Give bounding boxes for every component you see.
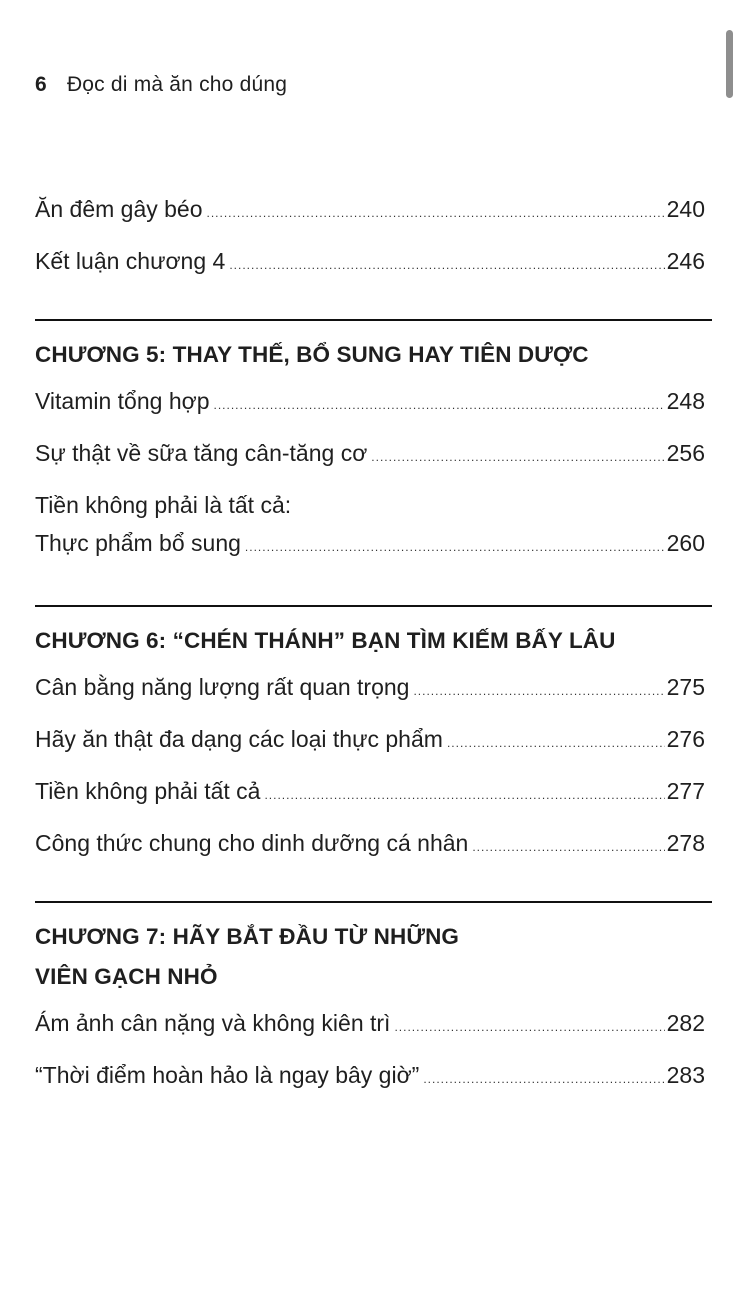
dot-leader bbox=[229, 251, 664, 279]
toc-entry-title-line1: Tiền không phải là tất cả: bbox=[35, 492, 292, 518]
dot-leader bbox=[371, 443, 664, 471]
toc-entry-page: 260 bbox=[666, 530, 705, 556]
toc-entry-title: Cân bằng năng lượng rất quan trọng bbox=[35, 674, 410, 700]
toc-entry-page: 283 bbox=[666, 1062, 705, 1088]
running-title: Đọc di mà ăn cho dúng bbox=[66, 73, 288, 96]
dot-leader bbox=[394, 1013, 664, 1041]
page-number: 6 bbox=[35, 73, 47, 96]
chapter-heading[interactable]: CHƯƠNG 5: THAY THẾ, BỔ SUNG HAY TIÊN DƯỢC bbox=[35, 342, 589, 367]
toc-entry-page: 282 bbox=[666, 1010, 705, 1036]
toc-entry-title: Vitamin tổng hợp bbox=[35, 388, 210, 414]
toc-entry[interactable] bbox=[35, 673, 705, 701]
toc-entry[interactable] bbox=[35, 829, 705, 857]
dot-leader bbox=[214, 391, 665, 419]
toc-entry-title: Kết luận chương 4 bbox=[35, 248, 226, 274]
scrollbar-thumb[interactable] bbox=[726, 30, 733, 98]
toc-entry-page: 248 bbox=[666, 388, 705, 414]
table-of-contents bbox=[35, 195, 712, 1113]
dot-leader bbox=[472, 833, 664, 861]
dot-leader bbox=[207, 199, 665, 227]
toc-entry-title-line2: Thực phẩm bổ sung bbox=[35, 530, 241, 556]
toc-entry[interactable] bbox=[35, 387, 705, 415]
dot-leader bbox=[264, 781, 664, 809]
toc-entry[interactable] bbox=[35, 725, 705, 753]
chapter-heading[interactable]: CHƯƠNG 7: HÃY BẮT ĐẦU TỪ NHỮNG VIÊN GẠCH NHỎ bbox=[35, 924, 460, 989]
dot-leader bbox=[413, 677, 664, 705]
toc-entry[interactable] bbox=[35, 1061, 705, 1089]
toc-entry-title: Hãy ăn thật đa dạng các loại thực phẩm bbox=[35, 726, 443, 752]
running-header bbox=[35, 72, 287, 98]
chapter-divider bbox=[35, 605, 712, 607]
dot-leader bbox=[423, 1065, 664, 1093]
toc-entry[interactable] bbox=[35, 247, 705, 275]
toc-entry-page: 256 bbox=[666, 440, 705, 466]
chapter-heading[interactable]: CHƯƠNG 6: “CHÉN THÁNH” BẠN TÌM KIẾM BẤY LÂU bbox=[35, 628, 616, 653]
toc-entry-page: 275 bbox=[666, 674, 705, 700]
toc-entry-title: Tiền không phải tất cả bbox=[35, 778, 261, 804]
chapter-divider bbox=[35, 901, 712, 903]
toc-entry-title: Sự thật về sữa tăng cân-tăng cơ bbox=[35, 440, 368, 466]
toc-entry-page: 246 bbox=[666, 248, 705, 274]
toc-entry[interactable] bbox=[35, 491, 705, 561]
toc-entry-page: 240 bbox=[666, 196, 705, 222]
toc-entry-title: Ăn đêm gây béo bbox=[35, 196, 203, 222]
chapter-divider bbox=[35, 319, 712, 321]
toc-entry-page: 276 bbox=[666, 726, 705, 752]
toc-entry[interactable] bbox=[35, 777, 705, 805]
toc-entry[interactable] bbox=[35, 195, 705, 223]
dot-leader bbox=[447, 729, 665, 757]
toc-entry-page: 278 bbox=[666, 830, 705, 856]
dot-leader bbox=[245, 533, 665, 561]
toc-entry-title: “Thời điểm hoàn hảo là ngay bây giờ” bbox=[35, 1062, 420, 1088]
toc-entry-title: Công thức chung cho dinh dưỡng cá nhân bbox=[35, 830, 469, 856]
toc-entry[interactable] bbox=[35, 1009, 705, 1037]
toc-entry[interactable] bbox=[35, 439, 705, 467]
toc-entry-page: 277 bbox=[666, 778, 705, 804]
toc-entry-title: Ám ảnh cân nặng và không kiên trì bbox=[35, 1010, 391, 1036]
